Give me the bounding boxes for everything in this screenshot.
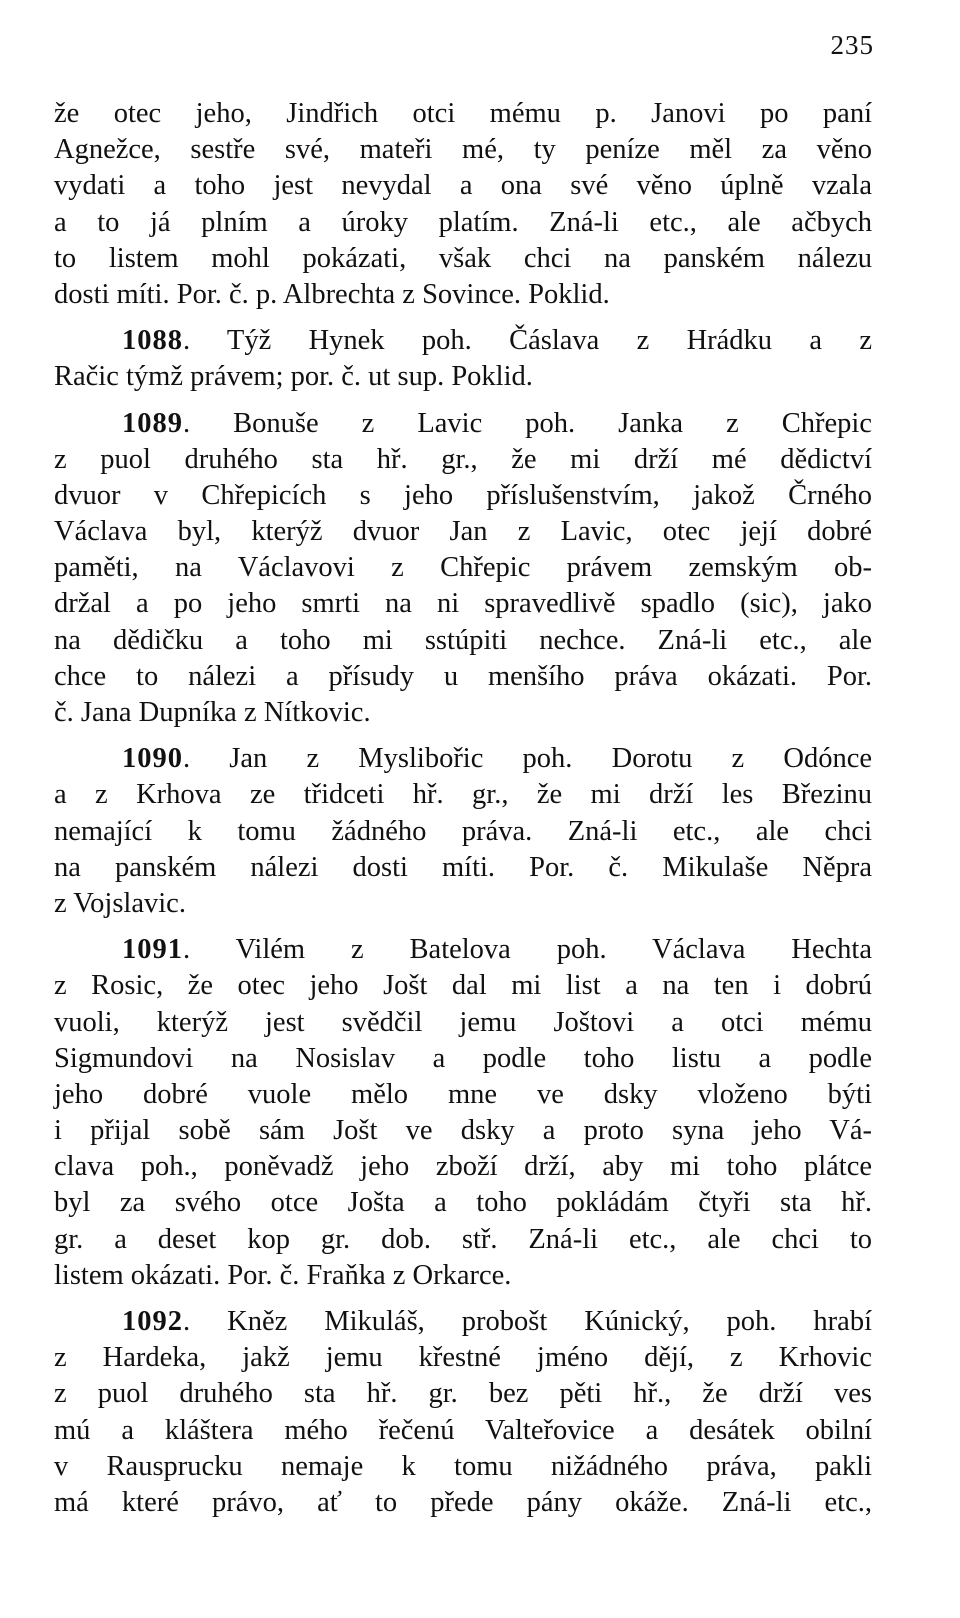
- text-line: dvuor v Chřepicích s jeho příslušenstvím, jakož Črného: [54, 479, 872, 511]
- text-line: držal a po jeho smrti na ni spravedlivě spadlo (sic), jako: [54, 588, 872, 620]
- text-line: má které právo, ať to přede pány okáže. Zná-li etc.,: [54, 1486, 872, 1518]
- text-line: z Vojslavic.: [54, 887, 186, 919]
- text-line: z puol druhého sta hř. gr., že mi drží mé dědictví: [54, 443, 872, 475]
- entry-number: 1088: [122, 325, 183, 357]
- text-line: v Rausprucku nemaje k tomu nižádného práva, pakli: [54, 1450, 872, 1482]
- text-line: chce to nálezi a přísudy u menšího práva okázati. Por.: [54, 660, 872, 692]
- entry-first-line: . Kněz Mikuláš, probošt Kúnický, poh. hrabí: [183, 1306, 872, 1337]
- text-line: Sigmundovi na Nosislav a podle toho listu a podle: [54, 1042, 872, 1074]
- entry-number: 1089: [122, 407, 183, 439]
- entry-number: 1090: [122, 743, 183, 775]
- text-line: Agnežce, sestře své, mateři mé, ty peníze měl za věno: [54, 134, 872, 166]
- text-line: [54, 323, 872, 359]
- text-line: gr. a deset kop gr. dob. stř. Zná-li etc., ale chci to: [54, 1223, 872, 1255]
- text-line: [54, 1304, 872, 1340]
- text-line: i přijal sobě sám Jošt ve dsky a proto syna jeho Vá-: [54, 1115, 872, 1147]
- text-line: clava poh., poněvadž jeho zboží drží, aby mi toho plátce: [54, 1151, 872, 1183]
- text-line: [54, 741, 872, 777]
- text-line: vydati a toho jest nevydal a ona své věno úplně vzala: [54, 170, 872, 202]
- text-line: jeho dobré vuole mělo mne ve dsky vloženo býti: [54, 1078, 872, 1110]
- text-line: vuoli, kterýž jest svědčil jemu Joštovi a otci mému: [54, 1006, 872, 1038]
- text-line: [54, 932, 872, 968]
- text-line: z puol druhého sta hř. gr. bez pěti hř., že drží ves: [54, 1378, 872, 1410]
- entry-1091: [54, 932, 872, 1294]
- entry-1089: [54, 406, 872, 732]
- paragraph-continuation: [54, 96, 872, 313]
- text-line: na dědičku a toho mi sstúpiti nechce. Zná-li etc., ale: [54, 624, 872, 656]
- page-number: 235: [830, 30, 874, 60]
- entry-1090: [54, 741, 872, 922]
- text-line: byl za svého otce Jošta a toho pokládám čtyři sta hř.: [54, 1187, 872, 1219]
- text-line: na panském nálezi dosti míti. Por. č. Mikulaše Něpra: [54, 851, 872, 883]
- text-line: listem okázati. Por. č. Fraňka z Orkarce.: [54, 1259, 512, 1291]
- text-line: Václava byl, kterýž dvuor Jan z Lavic, otec její dobré: [54, 516, 872, 548]
- entry-first-line: . Jan z Myslibořic poh. Dorotu z Odónce: [183, 743, 872, 775]
- text-line: z Hardeka, jakž jemu křestné jméno dějí, z Krhovic: [54, 1342, 872, 1374]
- entry-number: 1092: [122, 1306, 183, 1337]
- text-line: to listem mohl pokázati, však chci na panském nálezu: [54, 242, 872, 274]
- entry-first-line: . Vilém z Batelova poh. Václava Hechta: [183, 934, 872, 966]
- entry-first-line: . Týž Hynek poh. Čáslava z Hrádku a z: [183, 325, 872, 357]
- entry-number: 1091: [122, 934, 183, 966]
- text-line: Račic týmž právem; por. č. ut sup. Poklid.: [54, 361, 533, 393]
- text-line: a to já plním a úroky platím. Zná-li etc., ale ačbych: [54, 206, 872, 238]
- text-line: z Rosic, že otec jeho Jošt dal mi list a na ten i dobrú: [54, 970, 872, 1002]
- text-line: dosti míti. Por. č. p. Albrechta z Sovince. Poklid.: [54, 278, 610, 310]
- entry-1092: [54, 1304, 872, 1521]
- text-line: že otec jeho, Jindřich otci mému p. Janovi po paní: [54, 98, 872, 129]
- entry-first-line: . Bonuše z Lavic poh. Janka z Chřepic: [183, 407, 872, 439]
- text-line: a z Krhova ze třidceti hř. gr., že mi drží les Březinu: [54, 779, 872, 811]
- text-line: nemající k tomu žádného práva. Zná-li etc., ale chci: [54, 815, 872, 847]
- text-line: mú a kláštera mého řečenú Valteřovice a desátek obilní: [54, 1414, 872, 1446]
- page-text: [54, 96, 872, 1521]
- entry-1088: [54, 323, 872, 395]
- text-line: [54, 406, 872, 442]
- text-line: č. Jana Dupníka z Nítkovic.: [54, 697, 371, 728]
- text-line: paměti, na Václavovi z Chřepic právem zemským ob-: [54, 552, 872, 584]
